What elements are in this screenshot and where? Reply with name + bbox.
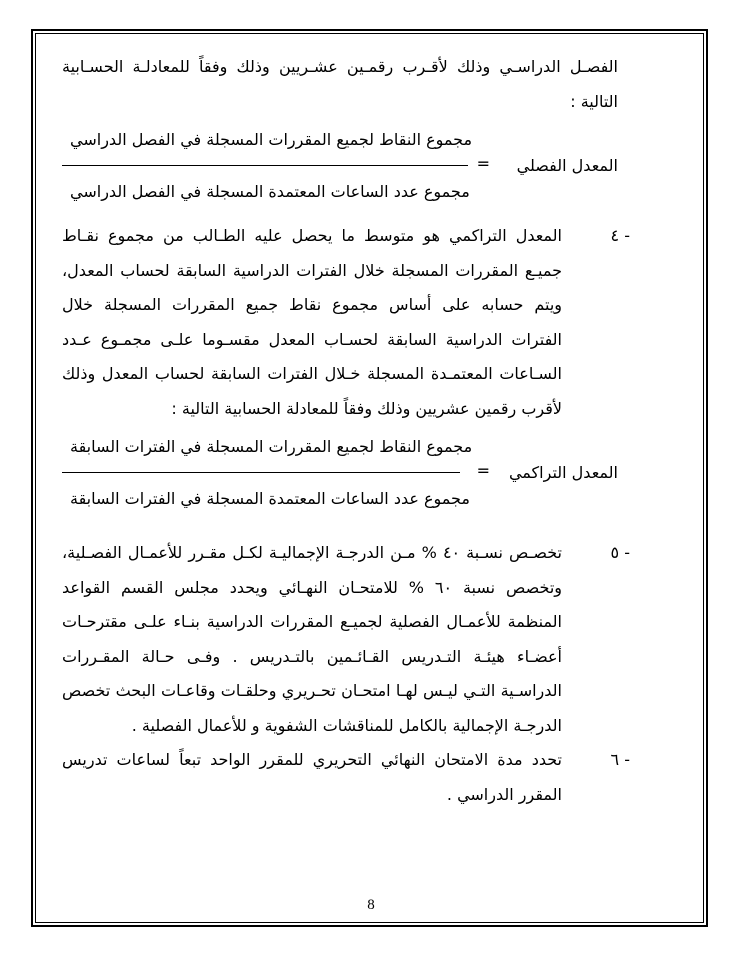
intro-paragraph: الفصـل الدراسـي وذلك لأقـرب رقمـين عشـريين وذلك وفقاً للمعادلـة الحسـابية التالية :	[62, 57, 618, 111]
formula-denominator: مجموع عدد الساعات المعتمدة المسجلة في الفترات السابقة	[70, 489, 470, 508]
fraction-bar	[62, 472, 460, 473]
item-text: تحدد مدة الامتحان النهائي التحريري للمقرر الواحد تبعاً لساعات تدريس المقرر الدراسي .	[62, 750, 562, 804]
item-number: ٤ -	[610, 226, 630, 245]
item-number: ٥ -	[610, 543, 630, 562]
semester-gpa-formula	[62, 123, 618, 211]
formula-numerator: مجموع النقاط لجميع المقررات المسجلة في الفصل الدراسي	[70, 130, 473, 149]
document-body	[62, 50, 630, 812]
list-item-6	[62, 743, 630, 812]
item-number: ٦ -	[610, 750, 630, 769]
formula-label: المعدل الفصلي	[516, 156, 618, 175]
equals-sign: =	[476, 461, 490, 480]
formula-label: المعدل التراكمي	[508, 463, 618, 482]
fraction-bar	[62, 165, 468, 166]
formula-denominator: مجموع عدد الساعات المعتمدة المسجلة في الفصل الدراسي	[70, 182, 470, 201]
cumulative-gpa-formula	[62, 430, 618, 518]
item-text: المعدل التراكمي هو متوسط ما يحصل عليه الطـالب من مجموع نقـاط جميـع المقررات المسجلة خلال الفترات الدراسية السابقة لحساب المعدل، ويتم حسابه على أساس مجموع نقاط جميع المقررات المسجلة خلال الفترات الدراسية السابقة لحسـاب المعدل مقسـوما علـى مجمـوع عـدد السـاعات المعتمـدة المسجلة خـلال الفترات السابقة لحساب المعدل وذلك لأقرب رقمين عشريين وذلك وفقاً للمعادلة الحسابية التالية :	[62, 226, 562, 418]
page-number: 8	[367, 897, 375, 913]
item-text: تخصـص نسـبة ٤٠ % مـن الدرجـة الإجماليـة لكـل مقـرر للأعمـال الفصـلية، وتخصص نسبة ٦٠ % للامتحـان النهـائي ويحدد مجلس القسم القواعد المنظمة للأعمـال الفصلية لجميـع المقررات الدراسية بنـاء علـى مقترحـات أعضـاء هيئـة التـدريس القـائـمين بالتـدريس . وفـى حـالة المقـررات الدراسـية التـي ليـس لهـا امتحـان تحـريري وحلقـات وقاعـات البحث تخصص الدرجـة الإجمالية بالكامل للمناقشات الشفوية و للأعمال الفصلية .	[62, 543, 563, 735]
equals-sign: =	[476, 154, 490, 173]
list-item-4	[62, 219, 630, 426]
list-item-5	[62, 536, 630, 743]
formula-numerator: مجموع النقاط لجميع المقررات المسجلة في الفترات السابقة	[70, 437, 473, 456]
